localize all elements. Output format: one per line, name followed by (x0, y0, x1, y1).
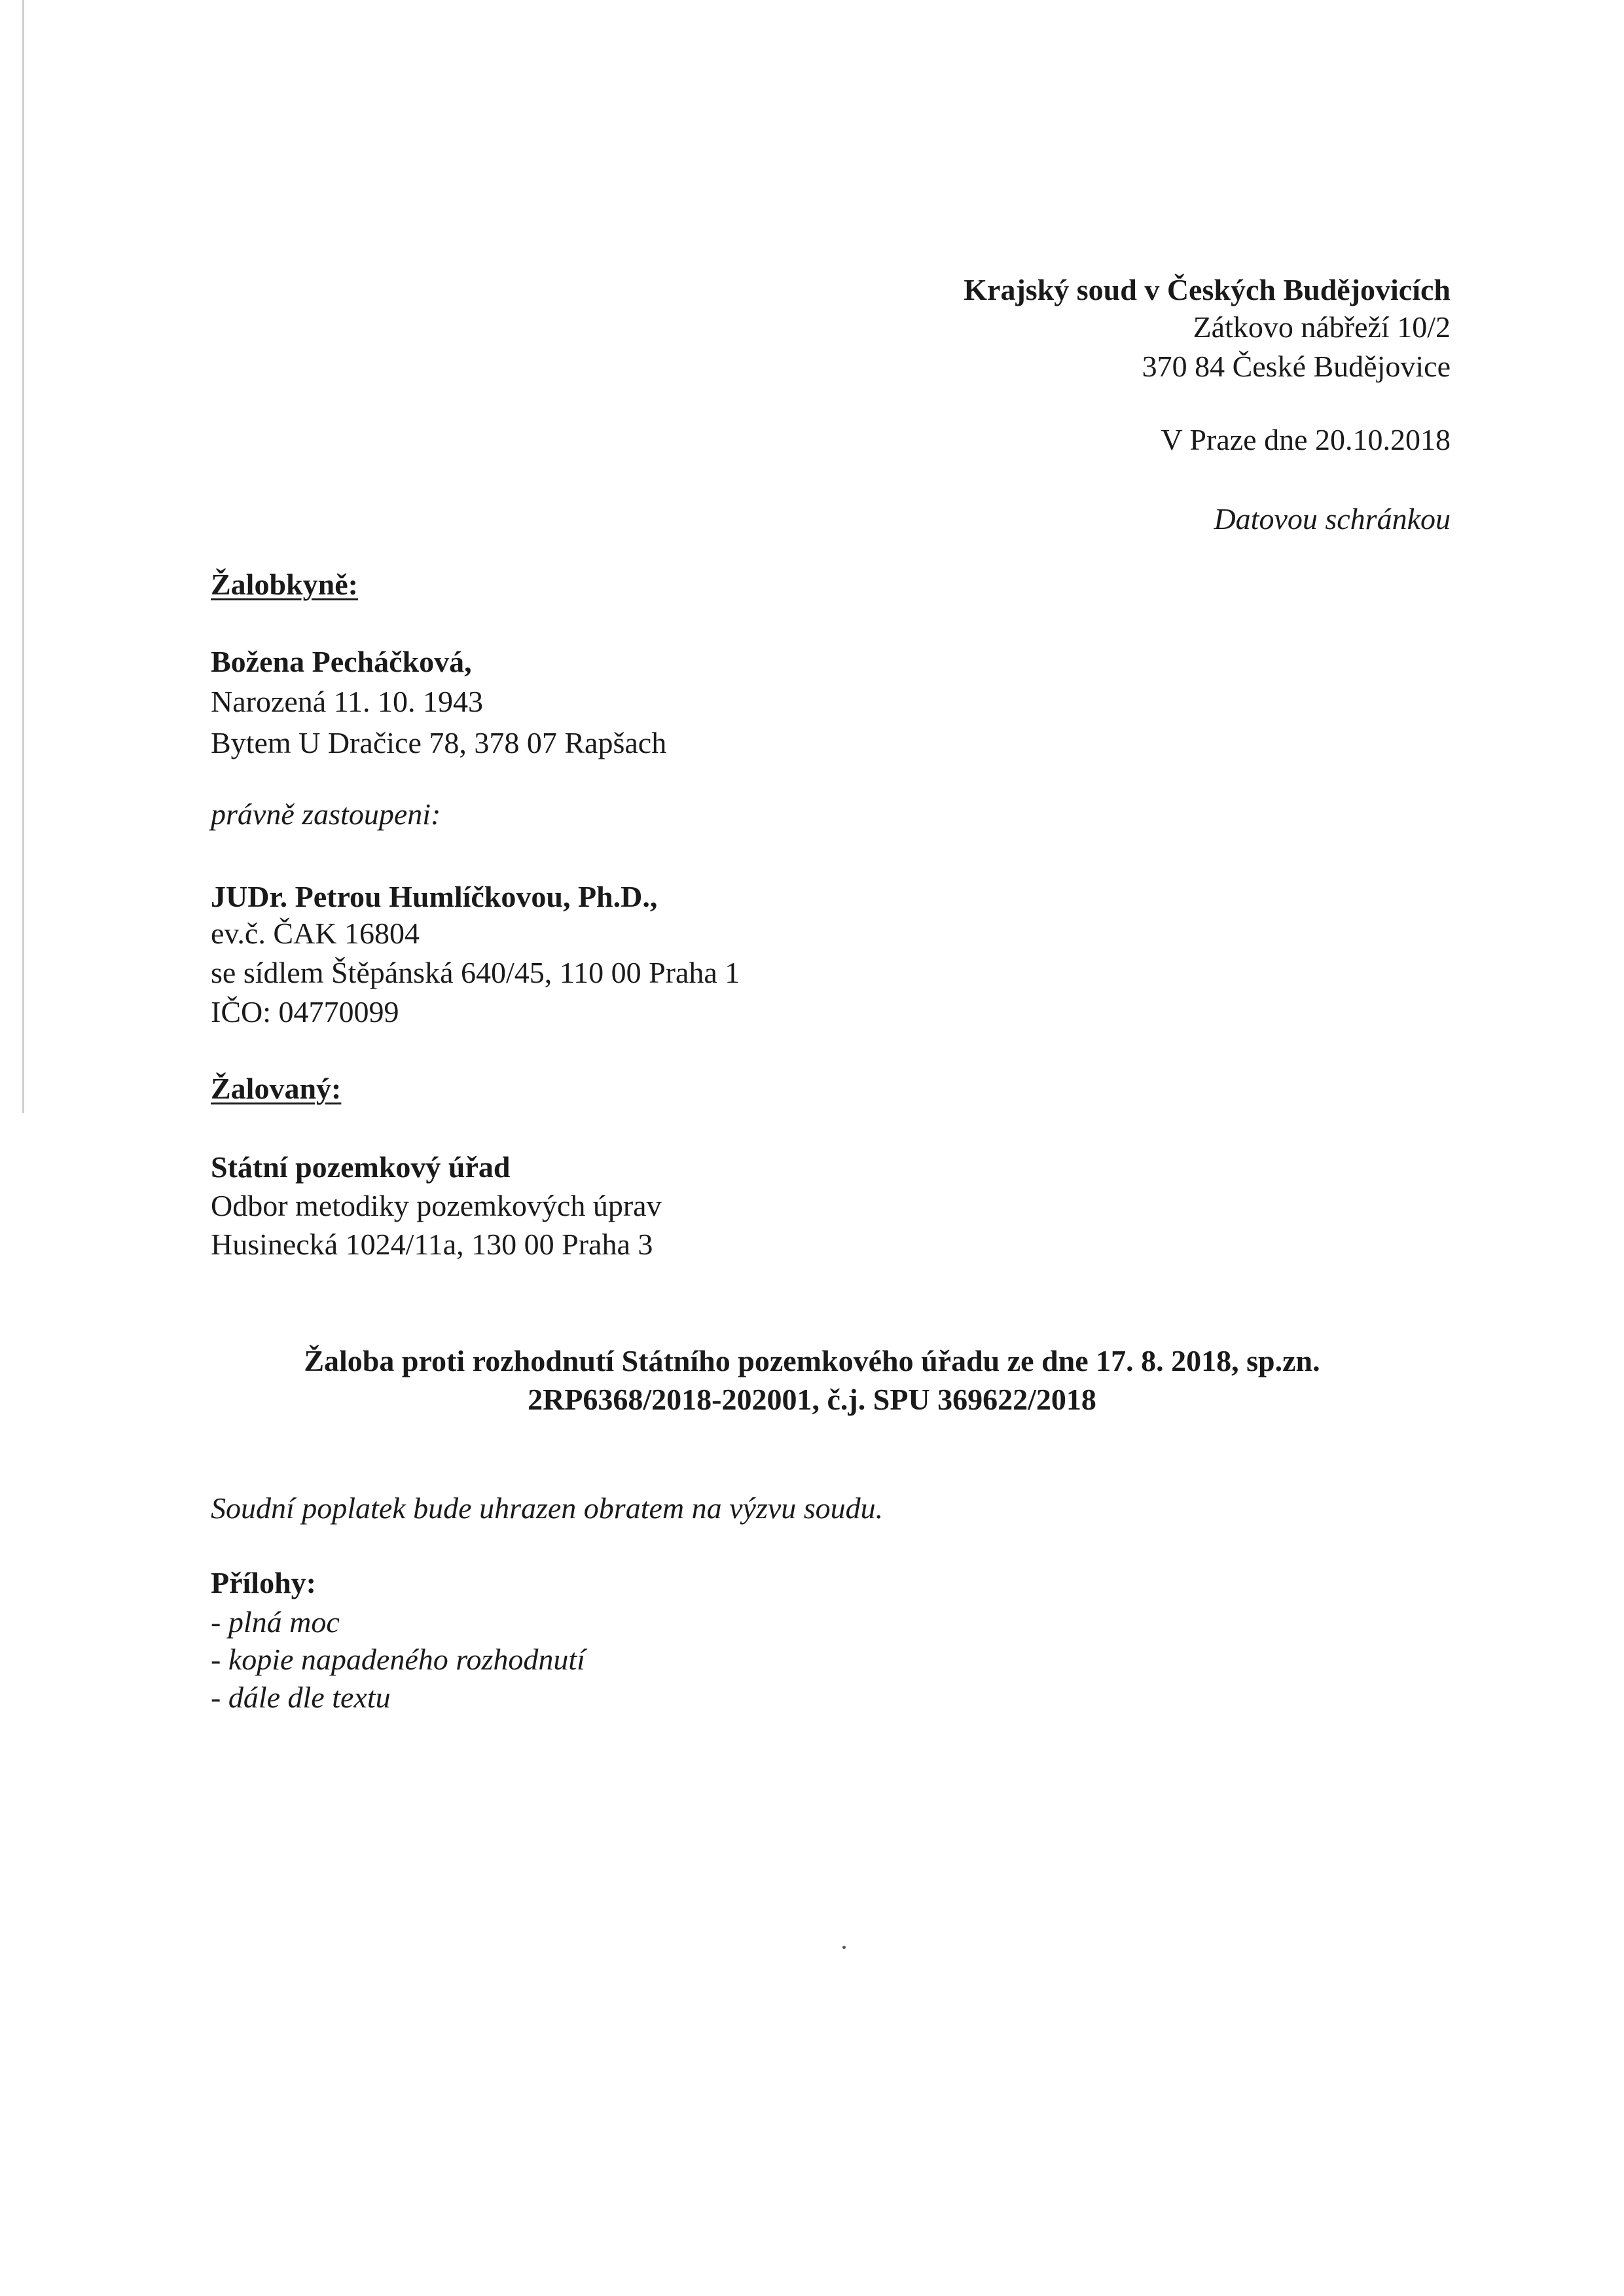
recipient-city: 370 84 České Budějovice (1142, 350, 1451, 383)
attorney-name: JUDr. Petrou Humlíčkovou, Ph.D., (211, 880, 658, 913)
representation-label: právně zastoupeni: (211, 797, 441, 831)
attachment-item: - dále dle textu (211, 1681, 391, 1714)
defendant-heading: Žalovaný: (211, 1072, 342, 1105)
plaintiff-address: Bytem U Dračice 78, 378 07 Rapšach (211, 726, 667, 759)
attachment-item: - plná moc (211, 1605, 340, 1639)
scan-speck (842, 1946, 846, 1949)
attachments-heading: Přílohy: (211, 1566, 316, 1599)
attorney-ico: IČO: 04770099 (211, 995, 399, 1029)
defendant-name: Státní pozemkový úřad (211, 1150, 511, 1184)
lawsuit-title-line2: 2RP6368/2018-202001, č.j. SPU 369622/2018 (528, 1383, 1096, 1416)
defendant-department: Odbor metodiky pozemkových úprav (211, 1189, 662, 1222)
lawsuit-title-line1: Žaloba proti rozhodnutí Státního pozemkového úřadu ze dne 17. 8. 2018, sp.zn. (304, 1344, 1320, 1377)
scan-edge (22, 0, 24, 1113)
plaintiff-name: Božena Pecháčková, (211, 645, 472, 678)
delivery-method: Datovou schránkou (1214, 502, 1451, 536)
defendant-address: Husinecká 1024/11a, 130 00 Praha 3 (211, 1228, 653, 1261)
attorney-seat: se sídlem Štěpánská 640/45, 110 00 Praha 1 (211, 956, 740, 989)
attachment-item: - kopie napadeného rozhodnutí (211, 1643, 585, 1676)
attorney-reg: ev.č. ČAK 16804 (211, 917, 420, 950)
recipient-name: Krajský soud v Českých Budějovicích (964, 273, 1451, 306)
plaintiff-heading: Žalobkyně: (211, 568, 358, 601)
plaintiff-born: Narozená 11. 10. 1943 (211, 685, 483, 718)
recipient-street: Zátkovo nábřeží 10/2 (1193, 310, 1451, 344)
date-line: V Praze dne 20.10.2018 (1161, 423, 1451, 456)
fee-note: Soudní poplatek bude uhrazen obratem na výzvu soudu. (211, 1491, 884, 1525)
